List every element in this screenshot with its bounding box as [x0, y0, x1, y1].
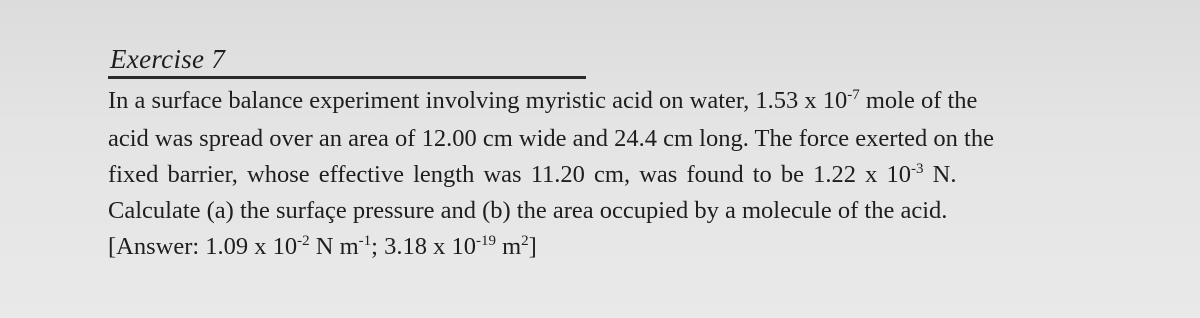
answer-exp-4: 2	[521, 232, 529, 249]
problem-line-4: Calculate (a) the surfaçe pressure and (b) the area occupied by a molecule of the acid.	[108, 197, 948, 224]
answer-part-1: [Answer: 1.09 x 10	[108, 233, 298, 260]
problem-line-1	[108, 86, 977, 116]
line1-text: In a surface balance experiment involving myristic acid on water, 1.53 x 10	[108, 87, 848, 114]
answer-part-2: N m	[309, 233, 359, 260]
line1-exponent: -7	[847, 86, 860, 103]
line3-text: fixed barrier, whose effective length was 11.20 cm, was found to be 1.22 x 10	[108, 161, 912, 188]
answer-exp-1: -2	[297, 232, 310, 249]
line3-tail: N.	[923, 161, 957, 188]
exercise-title: Exercise 7	[110, 44, 226, 74]
answer-part-4: m	[495, 233, 522, 260]
answer-exp-2: -1	[358, 232, 372, 249]
answer-part-5: ]	[528, 233, 537, 260]
title-underline	[108, 76, 586, 79]
answer-line	[108, 232, 537, 262]
problem-line-2: acid was spread over an area of 12.00 cm wide and 24.4 cm long. The force exerted on the	[108, 125, 994, 152]
line3-exponent: -3	[911, 160, 924, 177]
line1-tail: mole of the	[859, 87, 978, 114]
answer-part-3: ; 3.18 x 10	[371, 233, 476, 260]
answer-exp-3: -19	[475, 232, 496, 249]
problem-line-3	[108, 160, 956, 190]
